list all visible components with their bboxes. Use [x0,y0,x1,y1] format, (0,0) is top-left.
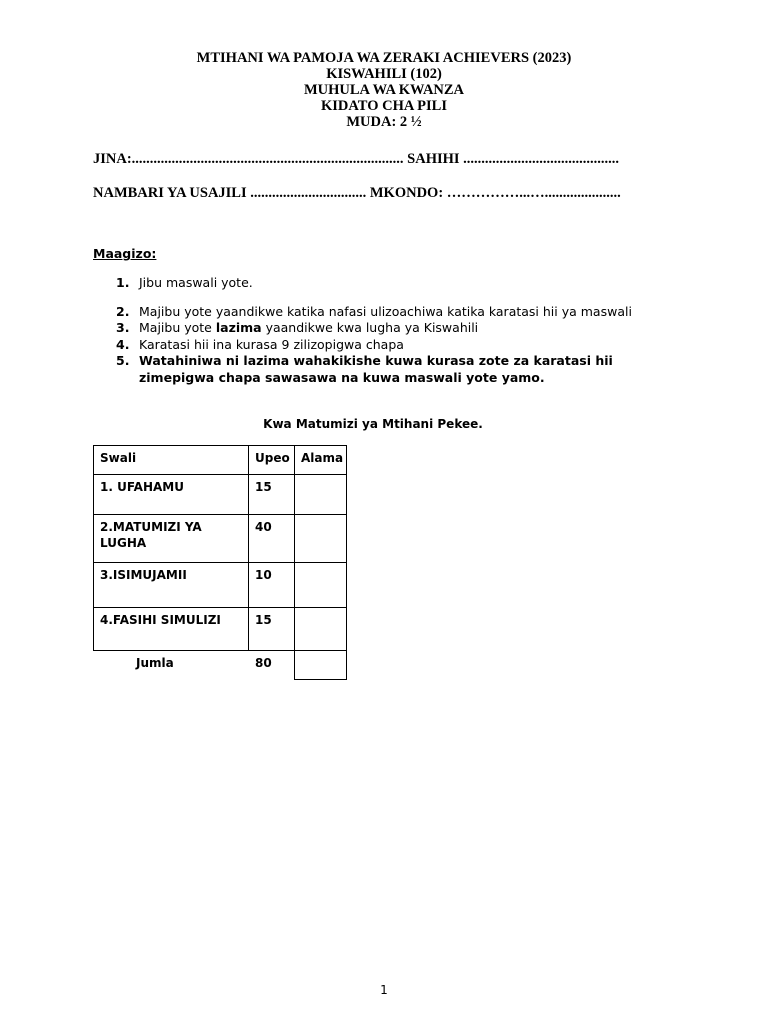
row-alama [295,563,346,571]
row-upeo: 15 [255,480,272,494]
header-swali: Swali [100,451,137,465]
row-swali: 1. UFAHAMU [100,480,184,494]
instruction-text: Jibu maswali yote. [139,275,253,290]
row-upeo: 40 [255,520,272,534]
term-line: MUHULA WA KWANZA [303,82,465,98]
row-upeo: 15 [255,613,272,627]
total-alama [295,651,346,659]
row-swali: 4.FASIHI SIMULIZI [100,613,221,627]
instruction-text: Majibu yote yaandikwe katika nafasi ulizoachiwa katika karatasi hii ya maswali [139,303,632,319]
total-value: 80 [255,656,272,670]
instruction-item: 5. Watahiniwa ni lazima wahakikishe kuwa kurasa zote za karatasi hii zimepigwa chapa sawasawa na kuwa maswali yote yamo. [116,353,613,385]
class-line: KIDATO CHA PILI [321,98,447,114]
row-alama [295,515,346,523]
instructions-title: Maagizo: [93,246,157,261]
name-signature-line: JINA:........................................................................... SAHIHI ........................................... [93,151,620,167]
registration-stream-line: NAMBARI YA USAJILI ................................ MKONDO: ……………...…..................... [93,185,621,201]
total-label: Jumla [136,656,174,670]
exam-title: MTIHANI WA PAMOJA WA ZERAKI ACHIEVERS (2023) [196,50,572,66]
instruction-text-post: yaandikwe kwa lugha ya Kiswahili [261,320,479,335]
header-alama: Alama [301,451,344,465]
instruction-item: 4. Karatasi hii ina kurasa 9 zilizopigwa chapa [116,336,404,352]
table-caption: Kwa Matumizi ya Mtihani Pekee. [263,417,483,431]
instruction-text: Karatasi hii ina kurasa 9 zilizopigwa chapa [139,336,404,352]
page-number: 1 [380,983,388,997]
exam-header [0,50,768,130]
instruction-item: 3. Majibu yote lazima yaandikwe kwa lugha ya Kiswahili [116,320,479,335]
header-upeo: Upeo [255,451,290,465]
instruction-item: 1. Jibu maswali yote. [116,275,253,290]
subject-line: KISWAHILI (102) [326,66,442,82]
instruction-text: Watahiniwa ni lazima wahakikishe kuwa kurasa zote za karatasi hii zimepigwa chapa sawasawa na kuwa maswali yote yamo. [139,353,613,385]
table-border [294,679,347,680]
duration-line: MUDA: 2 ½ [346,114,422,130]
row-alama [295,475,346,483]
instruction-item: 2. Majibu yote yaandikwe katika nafasi ulizoachiwa katika karatasi hii ya maswali [116,303,632,319]
instruction-text-pre: Majibu yote [139,320,216,335]
table-border [346,445,347,680]
row-swali: 3.ISIMUJAMII [100,568,187,582]
instruction-emphasis: lazima [215,320,262,335]
row-upeo: 10 [255,568,272,582]
row-alama [295,608,346,616]
row-swali: 2.MATUMIZI YA LUGHA [100,520,202,550]
instructions-list [93,275,673,386]
